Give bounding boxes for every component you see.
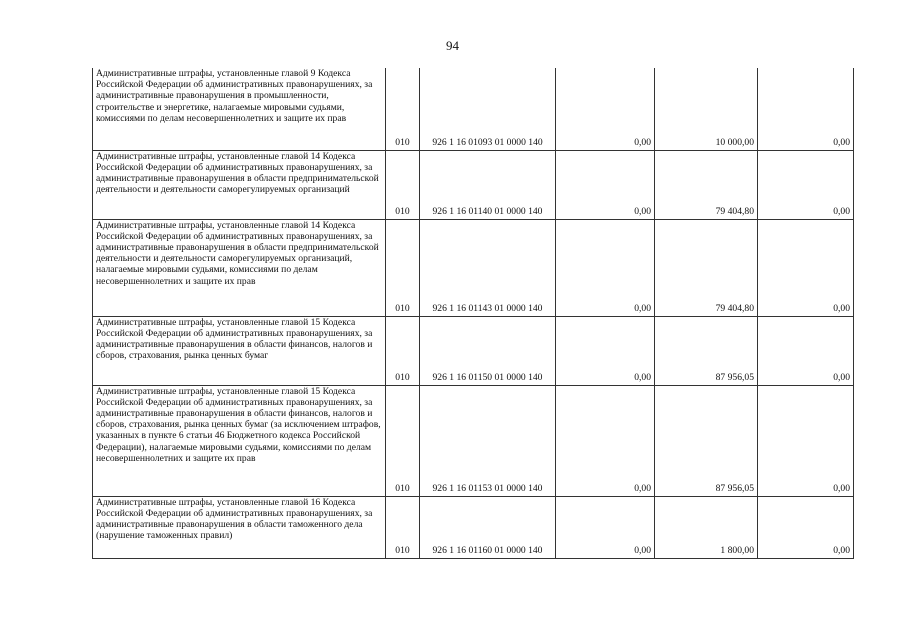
line-code-cell: 010 <box>386 496 420 558</box>
budget-code-cell: 926 1 16 01160 01 0000 140 <box>420 496 556 558</box>
value-cell-2: 10 000,00 <box>655 68 758 150</box>
line-code-cell: 010 <box>386 316 420 385</box>
value-cell-2: 79 404,80 <box>655 219 758 316</box>
value-cell-1: 0,00 <box>556 219 655 316</box>
line-code-cell: 010 <box>386 219 420 316</box>
value-cell-2: 1 800,00 <box>655 496 758 558</box>
value-cell-1: 0,00 <box>556 496 655 558</box>
value-cell-2: 87 956,05 <box>655 385 758 496</box>
revenue-name-cell: Административные штрафы, установленные главой 14 Кодекса Российской Федерации об административных правонарушениях, за административные правонарушения в области предпринимательской деятельности и деятельности саморегулируемых организаций, налагаемые мировыми судьями, комиссиями по делам несовершеннолетних и защите их прав <box>93 219 386 316</box>
budget-code-cell: 926 1 16 01093 01 0000 140 <box>420 68 556 150</box>
value-cell-2: 87 956,05 <box>655 316 758 385</box>
budget-code-cell: 926 1 16 01150 01 0000 140 <box>420 316 556 385</box>
table-row <box>93 385 854 496</box>
value-cell-2: 79 404,80 <box>655 150 758 219</box>
budget-code-cell: 926 1 16 01143 01 0000 140 <box>420 219 556 316</box>
value-cell-3: 0,00 <box>758 496 854 558</box>
value-cell-3: 0,00 <box>758 385 854 496</box>
page-number: 94 <box>446 38 459 53</box>
value-cell-1: 0,00 <box>556 68 655 150</box>
value-cell-3: 0,00 <box>758 150 854 219</box>
revenue-table <box>92 68 854 559</box>
line-code-cell: 010 <box>386 385 420 496</box>
revenue-name-cell: Административные штрафы, установленные главой 9 Кодекса Российской Федерации об административных правонарушениях, за административные правонарушения в промышленности, строительстве и энергетике, налагаемые мировыми судьями, комиссиями по делам несовершеннолетних и защите их прав <box>93 68 386 150</box>
value-cell-3: 0,00 <box>758 219 854 316</box>
revenue-name-cell: Административные штрафы, установленные главой 14 Кодекса Российской Федерации об административных правонарушениях, за административные правонарушения в области предпринимательской деятельности и деятельности саморегулируемых организаций <box>93 150 386 219</box>
revenue-name-cell: Административные штрафы, установленные главой 16 Кодекса Российской Федерации об административных правонарушениях, за административные правонарушения в области таможенного дела (нарушение таможенных правил) <box>93 496 386 558</box>
budget-code-cell: 926 1 16 01153 01 0000 140 <box>420 385 556 496</box>
revenue-name-cell: Административные штрафы, установленные главой 15 Кодекса Российской Федерации об административных правонарушениях, за административные правонарушения в области финансов, налогов и сборов, страхования, рынка ценных бумаг (за исключением штрафов, указанных в пункте 6 статьи 46 Бюджетного кодекса Российской Федерации), налагаемые мировыми судьями, комиссиями по делам несовершеннолетних и защите их прав <box>93 385 386 496</box>
value-cell-1: 0,00 <box>556 316 655 385</box>
table-row <box>93 496 854 558</box>
line-code-cell: 010 <box>386 150 420 219</box>
table-row <box>93 219 854 316</box>
value-cell-3: 0,00 <box>758 68 854 150</box>
line-code-cell: 010 <box>386 68 420 150</box>
value-cell-1: 0,00 <box>556 150 655 219</box>
budget-code-cell: 926 1 16 01140 01 0000 140 <box>420 150 556 219</box>
table-row <box>93 150 854 219</box>
revenue-name-cell: Административные штрафы, установленные главой 15 Кодекса Российской Федерации об административных правонарушениях, за административные правонарушения в области финансов, налогов и сборов, страхования, рынка ценных бумаг <box>93 316 386 385</box>
table-row <box>93 316 854 385</box>
table-row <box>93 68 854 150</box>
value-cell-3: 0,00 <box>758 316 854 385</box>
value-cell-1: 0,00 <box>556 385 655 496</box>
